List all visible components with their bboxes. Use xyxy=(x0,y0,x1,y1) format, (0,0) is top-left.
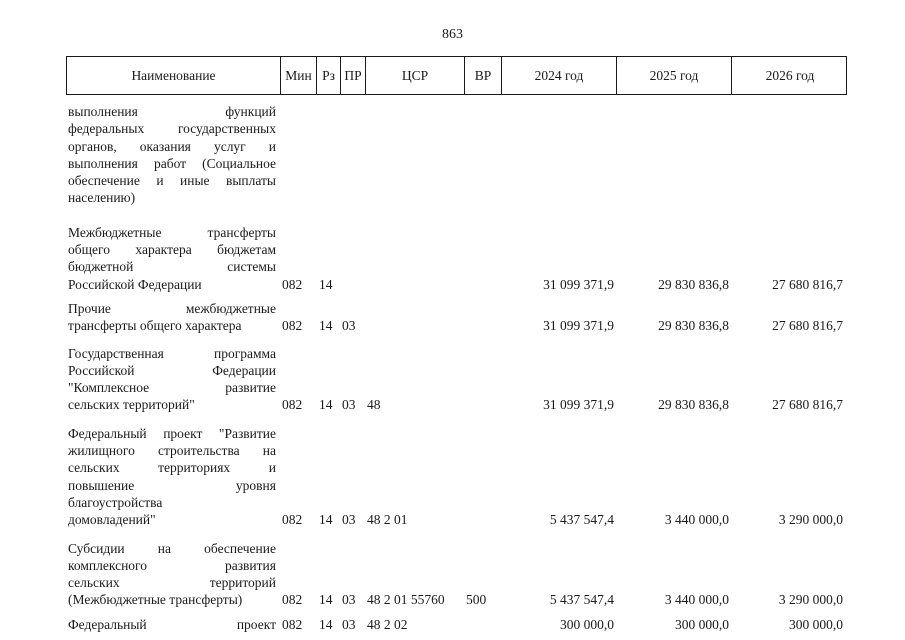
cell-csr: 48 2 01 xyxy=(367,512,408,528)
table-body xyxy=(66,95,847,633)
table-row xyxy=(66,616,847,633)
cell-pr: 03 xyxy=(342,397,356,413)
cell-2025: 300 000,0 xyxy=(675,616,729,632)
row-name-line: обеспечение и иные выплаты xyxy=(68,173,276,189)
row-name-line: Федеральный проект xyxy=(68,616,276,632)
cell-2025: 3 440 000,0 xyxy=(664,592,729,608)
cell-2024: 31 099 371,9 xyxy=(543,397,614,413)
table-row xyxy=(66,425,847,529)
header-name: Наименование xyxy=(131,67,216,83)
header-2024: 2024 год xyxy=(501,57,616,94)
cell-2025: 3 440 000,0 xyxy=(664,512,729,528)
cell-2025: 29 830 836,8 xyxy=(658,318,729,334)
row-name-line: комплексного развития xyxy=(68,557,276,573)
row-name-line: трансферты общего характера xyxy=(68,318,242,334)
cell-rz: 14 xyxy=(319,276,333,292)
cell-min: 082 xyxy=(282,318,303,334)
row-name xyxy=(68,425,276,529)
row-name xyxy=(68,345,276,414)
page-number: 863 xyxy=(442,27,463,42)
row-name-line: сельских территорий" xyxy=(68,397,195,413)
cell-pr: 03 xyxy=(342,512,356,528)
row-name-line: органов, оказания услуг и xyxy=(68,138,276,154)
row-name-line: (Межбюджетные трансферты) xyxy=(68,592,243,608)
cell-min: 082 xyxy=(282,616,303,632)
row-name-line: "Комплексное развитие xyxy=(68,380,276,396)
cell-2024: 300 000,0 xyxy=(560,616,614,632)
row-name-line: выполнения работ (Социальное xyxy=(68,155,276,171)
cell-vr: 500 xyxy=(466,592,487,608)
cell-2025: 29 830 836,8 xyxy=(658,397,729,413)
row-name-line: повышение уровня xyxy=(68,477,276,493)
row-name-line: сельских территориях и xyxy=(68,460,276,476)
cell-rz: 14 xyxy=(319,318,333,334)
cell-2026: 3 290 000,0 xyxy=(778,592,843,608)
row-name xyxy=(68,300,276,335)
table-row xyxy=(66,345,847,414)
row-name-line: Межбюджетные трансферты xyxy=(68,224,276,240)
row-name-line: выполнения функций xyxy=(68,104,276,119)
table-row xyxy=(66,300,847,335)
cell-2024: 31 099 371,9 xyxy=(543,318,614,334)
cell-rz: 14 xyxy=(319,397,333,413)
row-name-line: общего характера бюджетам xyxy=(68,242,276,258)
cell-2026: 27 680 816,7 xyxy=(772,276,843,292)
row-name-line: жилищного строительства на xyxy=(68,443,276,459)
row-name-line: бюджетной системы xyxy=(68,259,276,275)
cell-2024: 31 099 371,9 xyxy=(543,276,614,292)
row-name-line: Российской Федерации xyxy=(68,362,276,378)
table-row xyxy=(66,540,847,609)
cell-2024: 5 437 547,4 xyxy=(549,592,614,608)
row-name xyxy=(68,616,276,633)
cell-min: 082 xyxy=(282,276,303,292)
cell-2025: 29 830 836,8 xyxy=(658,276,729,292)
cell-2026: 3 290 000,0 xyxy=(778,512,843,528)
cell-min: 082 xyxy=(282,512,303,528)
cell-2026: 27 680 816,7 xyxy=(772,397,843,413)
table-row xyxy=(66,224,847,293)
row-name-line: Субсидии на обеспечение xyxy=(68,540,276,556)
cell-pr: 03 xyxy=(342,616,356,632)
table-header xyxy=(66,56,847,95)
row-name xyxy=(68,540,276,609)
row-name xyxy=(68,103,276,207)
row-name-line: благоустройства xyxy=(68,494,163,510)
row-name xyxy=(68,224,276,293)
table-row xyxy=(66,103,847,207)
row-name-line: Прочие межбюджетные xyxy=(68,300,276,316)
header-vr: ВР xyxy=(464,57,501,94)
cell-pr: 03 xyxy=(342,592,356,608)
cell-rz: 14 xyxy=(319,512,333,528)
row-name-line: Государственная программа xyxy=(68,345,276,361)
header-2025: 2025 год xyxy=(616,57,731,94)
cell-min: 082 xyxy=(282,592,303,608)
cell-csr: 48 2 01 55760 xyxy=(367,592,445,608)
cell-2026: 300 000,0 xyxy=(789,616,843,632)
header-csr: ЦСР xyxy=(365,57,464,94)
cell-rz: 14 xyxy=(319,616,333,632)
row-name-line: сельских территорий xyxy=(68,575,276,591)
header-2026: 2026 год xyxy=(731,57,848,94)
cell-min: 082 xyxy=(282,397,303,413)
row-name-line: федеральных государственных xyxy=(68,121,276,137)
cell-2026: 27 680 816,7 xyxy=(772,318,843,334)
header-min: Мин xyxy=(280,57,316,94)
row-name-line: Федеральный проект "Развитие xyxy=(68,425,276,441)
row-name-line: домовладений" xyxy=(68,512,156,528)
header-pr: ПР xyxy=(340,57,365,94)
cell-csr: 48 2 02 xyxy=(367,616,408,632)
cell-csr: 48 xyxy=(367,397,381,413)
cell-pr: 03 xyxy=(342,318,356,334)
cell-rz: 14 xyxy=(319,592,333,608)
row-name-line: Российской Федерации xyxy=(68,276,202,292)
header-rz: Рз xyxy=(316,57,340,94)
cell-2024: 5 437 547,4 xyxy=(549,512,614,528)
row-name-line: населению) xyxy=(68,190,136,206)
